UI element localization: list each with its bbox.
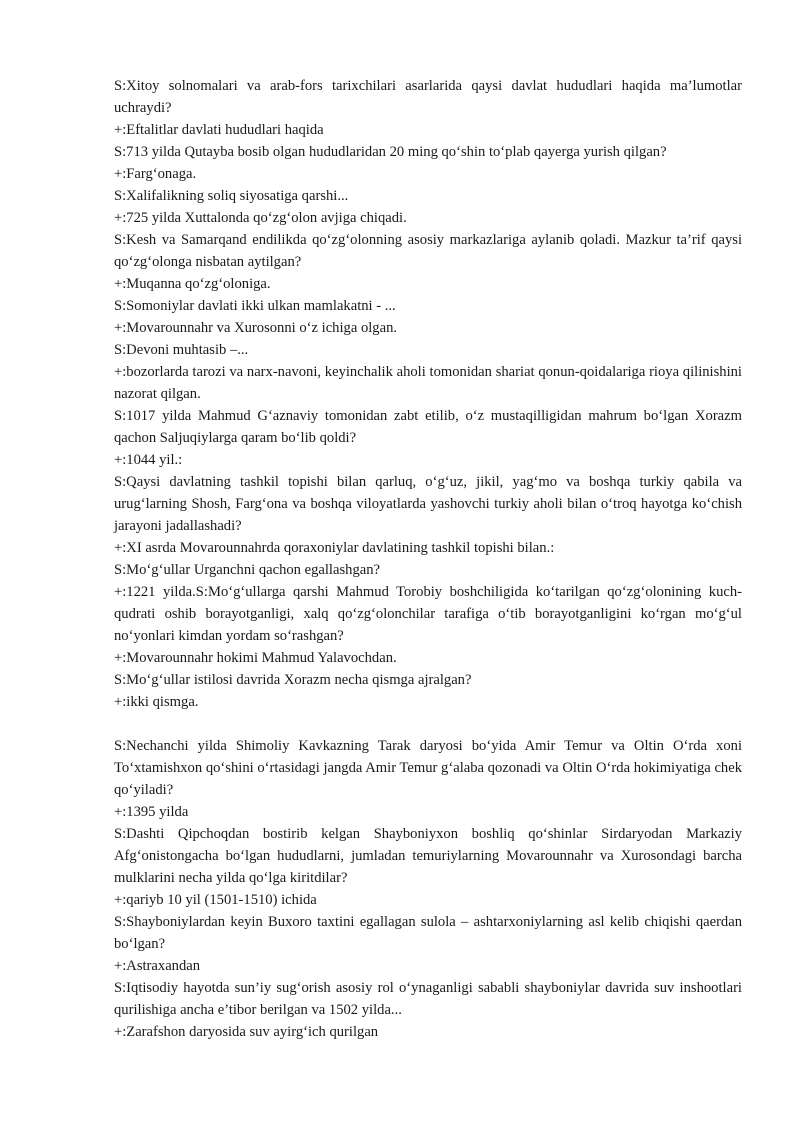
answer-text: +:Eftalitlar davlati hududlari haqida xyxy=(114,122,324,138)
answer-text: +:XI asrda Movarounnahrda qoraxoniylar davlatining tashkil topishi bilan.: xyxy=(114,540,555,556)
question-text: S:Nechanchi yilda Shimoliy Kavkazning Tarak daryosi bo‘yida Amir Temur va Oltin O‘rda xoni To‘xtamishxon qo‘shini o‘rtasidagi jangda Amir Temur g‘alaba qozonadi va Oltin O‘rda hokimiyatiga chek qo‘yiladi? xyxy=(114,738,742,798)
answer-text: +:Zarafshon daryosida suv ayirg‘ich qurilgan xyxy=(114,1024,379,1040)
document-body xyxy=(114,75,742,1043)
answer-text: +:Farg‘onaga. xyxy=(114,166,197,182)
question-text: S:Xitoy solnomalari va arab-fors tarixchilari asarlarida qaysi davlat hududlari haqida ma’lumotlar uchraydi? xyxy=(114,78,742,116)
question-text: S:Iqtisodiy hayotda sun’iy sug‘orish asosiy rol o‘ynaganligi sababli shayboniylar davrida suv inshootlari qurilishiga ancha e’tibor berilgan va 1502 yilda... xyxy=(114,980,742,1018)
answer-text: +:1395 yilda xyxy=(114,804,189,820)
answer-text: +:bozorlarda tarozi va narx-navoni, keyinchalik aholi tomonidan shariat qonun-qoidalariga rioya qilinishini nazorat qilgan. xyxy=(114,364,742,402)
answer-text: +:Movarounnahr hokimi Mahmud Yalavochdan. xyxy=(114,650,397,666)
answer-text: +:1044 yil.: xyxy=(114,452,183,468)
question-text: S:Qaysi davlatning tashkil topishi bilan qarluq, o‘g‘uz, jikil, yag‘mo va boshqa turkiy qabila va urug‘larning Shosh, Farg‘ona va boshqa viloyatlarda yashovchi turkiy aholi bilan o‘troq hayotga ko‘chish jarayoni jadallashadi? xyxy=(114,474,742,534)
question-text: S:Xalifalikning soliq siyosatiga qarshi... xyxy=(114,188,349,204)
question-text: S:Kesh va Samarqand endilikda qo‘zg‘olonning asosiy markazlariga aylanib qoladi. Mazkur ta’rif qaysi qo‘zg‘olonga nisbatan aytilgan? xyxy=(114,232,742,270)
answer-text: +:1221 yilda.S:Mo‘g‘ullarga qarshi Mahmud Torobiy boshchiligida ko‘tarilgan qo‘zg‘olonining kuch-qudrati oshib borayotganligi, xalq qo‘zg‘olonchilar tarafiga o‘tib borayotganligini ko‘rgan mo‘g‘ul no‘yonlari kimdan yordam so‘rashgan? xyxy=(114,584,742,644)
answer-text: +:qariyb 10 yil (1501-1510) ichida xyxy=(114,892,317,908)
blank-line xyxy=(114,713,742,735)
question-text: S:1017 yilda Mahmud G‘aznaviy tomonidan zabt etilib, o‘z mustaqilligidan mahrum bo‘lgan Xorazm qachon Saljuqiylarga qaram bo‘lib qoldi? xyxy=(114,408,742,446)
answer-text: +:Muqanna qo‘zg‘oloniga. xyxy=(114,276,271,292)
answer-text: +:725 yilda Xuttalonda qo‘zg‘olon avjiga chiqadi. xyxy=(114,210,407,226)
question-text: S:Devoni muhtasib –... xyxy=(114,342,249,358)
question-text: S:Mo‘g‘ullar istilosi davrida Xorazm necha qismga ajralgan? xyxy=(114,672,472,688)
question-text: S:Mo‘g‘ullar Urganchni qachon egallashgan? xyxy=(114,562,380,578)
question-text: S:Shayboniylardan keyin Buxoro taxtini egallagan sulola – ashtarxoniylarning asl kelib chiqishi qaerdan bo‘lgan? xyxy=(114,914,742,952)
question-text: S:Somoniylar davlati ikki ulkan mamlakatni - ... xyxy=(114,298,396,314)
question-text: S:Dashti Qipchoqdan bostirib kelgan Shayboniyxon boshliq qo‘shinlar Sirdaryodan Markaziy Afg‘onistongacha bo‘lgan hududlarni, jumladan temuriylarning Movarounnahr va Xurosondagi barcha mulklarini necha yilda qo‘lga kiritdilar? xyxy=(114,826,742,886)
answer-text: +:Astraxandan xyxy=(114,958,201,974)
answer-text: +:ikki qismga. xyxy=(114,694,199,710)
answer-text: +:Movarounnahr va Xurosonni o‘z ichiga olgan. xyxy=(114,320,398,336)
question-text: S:713 yilda Qutayba bosib olgan hududlaridan 20 ming qo‘shin to‘plab qayerga yurish qilgan? xyxy=(114,144,667,160)
